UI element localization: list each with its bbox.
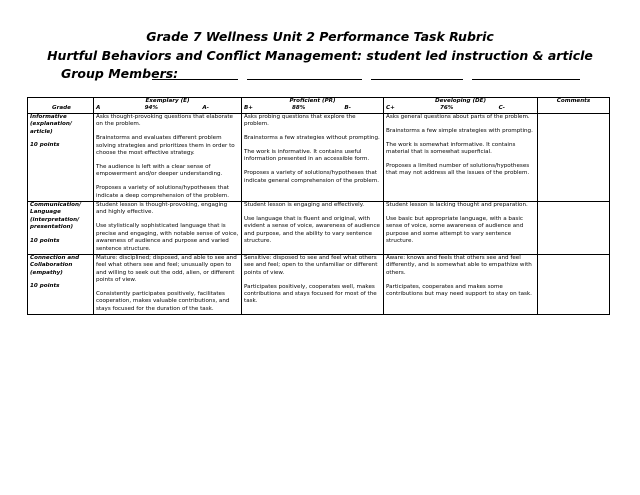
grade-column-header: Grade (28, 98, 94, 114)
group-member-blank-4[interactable] (472, 79, 580, 80)
developing-cell: Asks general questions about parts of the problem. Brainstorms a few simple strategies with prompting. The work is somewhat informative. It contains material that is somewhat superficial. Proposes a limited number of solutions/hypotheses that may not address all the issues of the problem. (384, 113, 538, 201)
exemplary-cell: Asks thought-provoking questions that elaborate on the problem. Brainstorms and evaluates different problem solving strategies and prioritizes them in order to choose the most effective strategy. The audience is left with a clear sense of empowerment and/or deeper understanding. Proposes a variety of solutions/hypotheses that indicate a deep comprehension of the problem. (94, 113, 242, 201)
developing-cell: Student lesson is lacking thought and preparation. Use basic but appropriate language, with a basic sense of voice, some awareness of audience and purpose and some attempt to vary sentence structure. (384, 201, 538, 254)
row-label: Informative (explanation/ article) 10 points (28, 113, 94, 201)
row-label: Communication/ Language (interpretation/ presentation) 10 points (28, 201, 94, 254)
page-subtitle: Hurtful Behaviors and Conflict Management: student led instruction & article (47, 48, 593, 63)
proficient-cell: Asks probing questions that explore the problem. Brainstorms a few strategies without prompting. The work is informative. It contains useful information presented in an accessible form. Proposes a variety of solutions/hypotheses that indicate general comprehension of the problem. (242, 113, 384, 201)
developing-column-header: Developing (DE) C+ 76% C- (384, 98, 538, 114)
row-label: Connection and Collaboration (empathy) 10 points (28, 254, 94, 314)
exemplary-cell: Student lesson is thought-provoking, engaging and highly effective. Use stylistically sophisticated language that is precise and engaging, with notable sense of voice, awareness of audience and purpose and varied sentence structure. (94, 201, 242, 254)
comments-cell[interactable] (538, 113, 610, 201)
rubric-row-communication (28, 201, 610, 254)
exemplary-column-header: Exemplary (E) A 94% A- (94, 98, 242, 114)
group-member-blank-3[interactable] (371, 79, 463, 80)
comments-cell[interactable] (538, 254, 610, 314)
developing-cell: Aware: knows and feels that others see and feel differently, and is somewhat able to empathize with others. Participates, cooperates and makes some contributions but may need support to stay on task. (384, 254, 538, 314)
rubric-row-connection (28, 254, 610, 314)
page-title: Grade 7 Wellness Unit 2 Performance Task Rubric (146, 29, 494, 44)
group-members-label: Group Members: (61, 66, 179, 81)
rubric-header-row (28, 98, 610, 114)
exemplary-cell: Mature: disciplined; disposed, and able to see and feel what others see and feel; unusually open to and willing to seek out the odd, alien, or different points of view. Consistently participates positively, facilitates cooperation, makes valuable contributions, and stays focused for the duration of the task. (94, 254, 242, 314)
comments-column-header: Comments (538, 98, 610, 114)
rubric-table (27, 97, 610, 315)
proficient-column-header: Proficient (PR) B+ 88% B- (242, 98, 384, 114)
proficient-cell: Student lesson is engaging and effectively. Use language that is fluent and original, with evident a sense of voice, awareness of audience and purpose, and the ability to vary sentence structure. (242, 201, 384, 254)
proficient-cell: Sensitive: disposed to see and feel what others see and feel; open to the unfamiliar or different points of view. Participates positively, cooperates well, makes contributions and stays focused for most of the task. (242, 254, 384, 314)
group-member-blank-2[interactable] (247, 79, 362, 80)
group-member-blank-1[interactable] (152, 79, 238, 80)
comments-cell[interactable] (538, 201, 610, 254)
rubric-row-informative (28, 113, 610, 201)
